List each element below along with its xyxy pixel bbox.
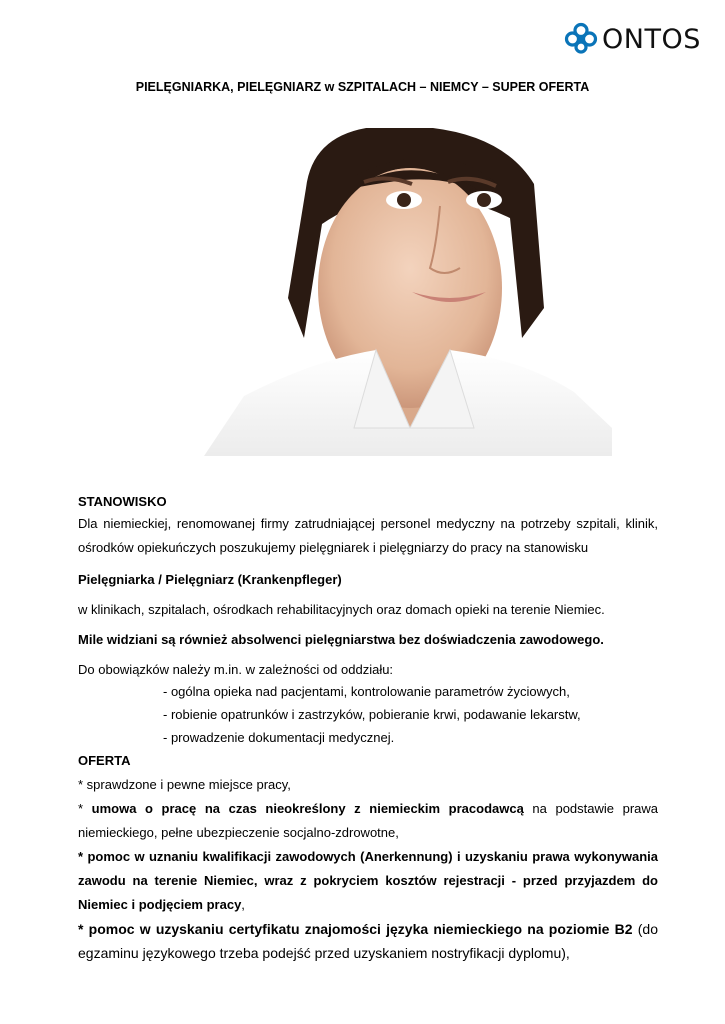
heading-oferta: OFERTA [78,753,131,768]
offer-item-3 [78,845,658,917]
ontos-logo [564,22,701,56]
intro-paragraph: Dla niemieckiej, renomowanej firmy zatrudniającej personel medyczny na potrzeby szpitali, klinik, ośrodków opiekuńczych poszukujemy pielęgniarek i pielęgniarzy do pracy na stanowisku [78,516,658,555]
offer-item-2-bold: umowa o pracę na czas nieokreślony z niemieckim pracodawcą [91,801,524,816]
welcome-paragraph: Mile widziani są również absolwenci pielęgniarstwa bez doświadczenia zawodowego. [78,632,604,647]
duty-item: - prowadzenie dokumentacji medycznej. [163,730,395,745]
offer-item-4-rest: (do egzaminu językowego trzeba podejść przed uzyskaniem nostryfikacji dyplomu), [78,921,658,961]
nurse-portrait-photo [204,128,612,456]
offer-item-2-prefix: * [78,801,92,816]
heading-stanowisko: STANOWISKO [78,494,167,509]
offer-item-3-bold: * pomoc w uznaniu kwalifikacji zawodowych (Anerkennung) i uzyskaniu prawa wykonywania zawodu na terenie Niemiec, wraz z pokryciem kosztów rejestracji - przed przyjazdem do Niemiec i podjęciem pracy [78,849,658,912]
duties-intro: Do obowiązków należy m.in. w zależności od oddziału: [78,662,394,677]
clover-icon [564,22,598,56]
offer-item-4 [78,917,658,965]
position-title: Pielęgniarka / Pielęgniarz (Krankenpfleger) [78,572,342,587]
duty-item: - ogólna opieka nad pacjentami, kontrolowanie parametrów życiowych, [163,684,570,699]
offer-item-4-bold: * pomoc w uzyskaniu certyfikatu znajomości języka niemieckiego na poziomie B2 [78,921,633,937]
duty-item: - robienie opatrunków i zastrzyków, pobieranie krwi, podawanie lekarstw, [163,707,581,722]
job-description [78,492,658,965]
logo-text: ONTOS [602,23,701,55]
offer-item-1: * sprawdzone i pewne miejsce pracy, [78,777,291,792]
places-paragraph: w klinikach, szpitalach, ośrodkach rehabilitacyjnych oraz domach opieki na terenie Niemiec. [78,602,605,617]
offer-item-2-rest: na podstawie prawa niemieckiego, pełne ubezpieczenie socjalno-zdrowotne, [78,801,659,840]
offer-item-2 [78,797,658,845]
offer-item-3-rest: , [241,897,245,912]
page-title: PIELĘGNIARKA, PIELĘGNIARZ w SZPITALACH – NIEMCY – SUPER OFERTA [135,80,590,94]
